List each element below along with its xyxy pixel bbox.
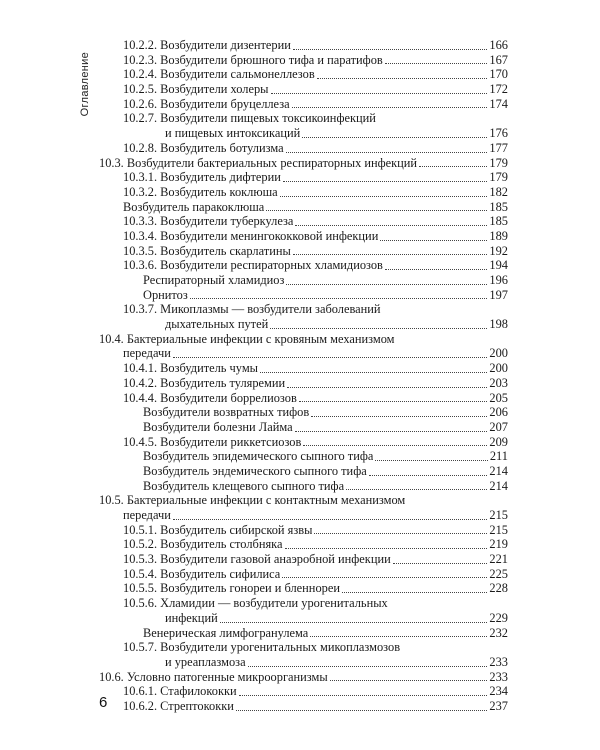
toc-page-number: 229: [489, 610, 508, 625]
toc-entry: [99, 420, 508, 435]
dot-leader: [286, 284, 487, 285]
toc-entry-title: 10.5.3. Возбудители газовой анаэробной инфекции: [123, 552, 391, 567]
toc-entry: [99, 640, 508, 669]
toc-entry: [99, 141, 508, 156]
page-number: 6: [99, 694, 108, 711]
toc-entry: [99, 479, 508, 494]
dot-leader: [280, 196, 488, 197]
toc-page-number: 182: [489, 184, 508, 199]
toc-entry-title: 10.6. Условно патогенные микроорганизмы: [99, 669, 328, 684]
toc-entry: [99, 273, 508, 288]
toc-entry: [99, 156, 508, 171]
toc-entry: [99, 493, 508, 522]
toc-page-number: 197: [489, 287, 508, 302]
dot-leader: [310, 636, 487, 637]
toc-page-number: 234: [489, 684, 508, 699]
toc-entry-title: Возбудитель эндемического сыпного тифа: [143, 463, 367, 478]
toc-page-number: 237: [489, 698, 508, 713]
toc-entry: [99, 376, 508, 391]
toc-entry-title: 10.6.2. Стрептококки: [123, 698, 234, 713]
toc-page-number: 214: [489, 478, 508, 493]
dot-leader: [346, 489, 487, 490]
dot-leader: [283, 181, 488, 182]
toc-entry-title: 10.3.2. Возбудитель коклюша: [123, 184, 278, 199]
toc-entry-title: 10.2.8. Возбудитель ботулизма: [123, 140, 284, 155]
toc-entry-title: дыхательных путей: [165, 317, 269, 332]
toc-page-number: 219: [489, 537, 508, 552]
dot-leader: [266, 210, 487, 211]
toc-page-number: 214: [489, 463, 508, 478]
dot-leader: [248, 666, 488, 667]
toc-entry: [99, 258, 508, 273]
dot-leader: [287, 387, 487, 388]
dot-leader: [293, 254, 488, 255]
toc-entry-title: передачи: [123, 508, 171, 522]
toc-entry-title: 10.5.4. Возбудитель сифилиса: [123, 566, 281, 581]
running-header-vertical: Оглавление: [79, 52, 91, 117]
dot-leader: [311, 416, 487, 417]
toc-page-number: 179: [489, 170, 508, 185]
toc-entry-title: 10.2.5. Возбудители холеры: [123, 82, 269, 97]
toc-page-number: 206: [489, 405, 508, 420]
dot-leader: [286, 152, 488, 153]
dot-leader: [293, 49, 488, 50]
dot-leader: [385, 269, 487, 270]
toc-page-number: 196: [489, 273, 508, 287]
toc-entry: [99, 82, 508, 97]
toc-entry-title: Возбудитель клещевого сыпного тифа: [143, 478, 345, 493]
toc-entry-title: 10.3. Возбудители бактериальных респираторных инфекций: [99, 155, 418, 170]
dot-leader: [314, 533, 487, 534]
toc-entry: [99, 288, 508, 303]
toc-entry: [99, 170, 508, 185]
toc-page-number: 200: [489, 346, 508, 361]
toc-entry-title: Возбудитель паракоклюша: [123, 199, 265, 214]
dot-leader: [302, 137, 487, 138]
toc-entry-title: инфекций: [165, 610, 218, 625]
toc-entry: [99, 699, 508, 714]
toc-entry: [99, 185, 508, 200]
dot-leader: [419, 166, 487, 167]
toc-entry-title: 10.4.4. Возбудители боррелиозов: [123, 390, 297, 405]
toc-page-number: 174: [489, 96, 508, 111]
toc-entry-title: 10.3.6. Возбудители респираторных хламидиозов: [123, 258, 383, 273]
toc-entry: [99, 38, 508, 53]
toc-entry-title: 10.5.5. Возбудитель гонореи и бленнореи: [123, 581, 340, 596]
dot-leader: [369, 475, 488, 476]
toc-entry-title: 10.2.4. Возбудители сальмонеллезов: [123, 67, 315, 82]
dot-leader: [393, 563, 488, 564]
toc-page-number: 233: [489, 669, 508, 684]
toc-entry-title: Респираторный хламидиоз: [143, 273, 285, 287]
toc-entry: [99, 581, 508, 596]
toc-entry-title: и уреаплазмоза: [165, 654, 246, 669]
toc-entry: [99, 596, 508, 625]
toc-entry: [99, 405, 508, 420]
dot-leader: [295, 431, 488, 432]
dot-leader: [236, 710, 488, 711]
toc-entry-title: 10.4. Бактериальные инфекции с кровяным механизмом: [99, 331, 395, 346]
toc-entry-title: 10.2.7. Возбудители пищевых токсикоинфекций: [123, 111, 376, 126]
dot-leader: [292, 107, 488, 108]
toc-entry-title: Возбудители болезни Лайма: [143, 419, 293, 434]
dot-leader: [220, 622, 488, 623]
toc-entry-title: 10.2.6. Возбудители бруцеллеза: [123, 96, 290, 111]
toc-page-number: 232: [489, 625, 508, 640]
toc-entry: [99, 435, 508, 450]
toc-entry: [99, 567, 508, 582]
dot-leader: [299, 401, 488, 402]
toc-entry: [99, 670, 508, 685]
toc-entry-title: 10.5.1. Возбудитель сибирской язвы: [123, 522, 313, 537]
toc-entry: [99, 302, 508, 331]
toc-page-number: 228: [489, 581, 508, 596]
toc-entry: [99, 391, 508, 406]
toc-page-number: 215: [489, 522, 508, 537]
toc-entry-title: 10.3.1. Возбудитель дифтерии: [123, 170, 281, 185]
toc-page-number: 233: [489, 654, 508, 669]
toc-page-number: 215: [489, 508, 508, 522]
dot-leader: [271, 93, 488, 94]
toc-entry-title: 10.2.3. Возбудители брюшного тифа и паратифов: [123, 52, 383, 67]
toc-entry: [99, 67, 508, 82]
toc-entry: [99, 449, 508, 464]
dot-leader: [380, 240, 487, 241]
table-of-contents: [99, 38, 508, 714]
toc-entry-title: 10.4.5. Возбудители риккетсиозов: [123, 434, 302, 449]
toc-entry: [99, 684, 508, 699]
dot-leader: [190, 298, 488, 299]
dot-leader: [260, 372, 487, 373]
dot-leader: [330, 680, 488, 681]
toc-page-number: 185: [489, 214, 508, 229]
toc-entry-title: 10.5.2. Возбудитель столбняка: [123, 537, 283, 552]
toc-page-number: 205: [489, 390, 508, 405]
dot-leader: [295, 225, 487, 226]
toc-page-number: 167: [489, 52, 508, 67]
dot-leader: [173, 357, 488, 358]
toc-page-number: 179: [489, 155, 508, 170]
dot-leader: [342, 592, 487, 593]
toc-entry-title: 10.5.6. Хламидии — возбудители урогенитальных: [123, 596, 388, 611]
toc-entry: [99, 229, 508, 244]
toc-page-number: 166: [489, 38, 508, 52]
toc-page-number: 203: [489, 375, 508, 390]
toc-page-number: 172: [489, 82, 508, 97]
toc-page-number: 211: [489, 449, 508, 464]
dot-leader: [317, 78, 488, 79]
dot-leader: [173, 519, 488, 520]
toc-entry-title: Орнитоз: [143, 287, 188, 302]
toc-page-number: 189: [489, 228, 508, 243]
toc-entry: [99, 244, 508, 259]
toc-entry: [99, 552, 508, 567]
toc-entry: [99, 111, 508, 140]
toc-entry: [99, 537, 508, 552]
toc-entry: [99, 53, 508, 68]
toc-entry-title: 10.6.1. Стафилококки: [123, 684, 237, 699]
toc-entry: [99, 332, 508, 361]
toc-entry-title: 10.3.5. Возбудитель скарлатины: [123, 243, 291, 258]
toc-entry-title: 10.5. Бактериальные инфекции с контактным механизмом: [99, 493, 406, 508]
toc-page-number: 207: [489, 419, 508, 434]
toc-page-number: 170: [489, 67, 508, 82]
toc-entry-title: 10.4.1. Возбудитель чумы: [123, 361, 258, 376]
dot-leader: [375, 460, 488, 461]
toc-entry-title: Венерическая лимфогранулема: [143, 625, 309, 640]
toc-entry: [99, 626, 508, 641]
dot-leader: [385, 63, 488, 64]
dot-leader: [270, 328, 487, 329]
toc-entry: [99, 523, 508, 538]
toc-entry: [99, 214, 508, 229]
toc-entry-title: и пищевых интоксикаций: [165, 126, 301, 141]
toc-page-number: 209: [489, 434, 508, 449]
toc-entry: [99, 97, 508, 112]
toc-entry-title: 10.5.7. Возбудители урогенитальных микоплазмозов: [123, 640, 401, 655]
toc-entry: [99, 464, 508, 479]
toc-page-number: 192: [489, 243, 508, 258]
dot-leader: [303, 445, 487, 446]
toc-entry: [99, 200, 508, 215]
toc-page-number: 194: [489, 258, 508, 273]
toc-page-number: 176: [489, 126, 508, 141]
toc-page-number: 198: [489, 317, 508, 332]
toc-entry-title: 10.2.2. Возбудители дизентерии: [123, 38, 291, 52]
toc-entry-title: Возбудители возвратных тифов: [143, 405, 310, 420]
toc-page-number: 221: [489, 552, 508, 567]
toc-entry-title: 10.3.4. Возбудители менингококковой инфекции: [123, 228, 379, 243]
dot-leader: [285, 548, 488, 549]
toc-page-number: 177: [489, 140, 508, 155]
toc-entry-title: передачи: [123, 346, 171, 361]
toc-page-number: 225: [489, 566, 508, 581]
toc-entry-title: 10.4.2. Возбудитель туляремии: [123, 375, 286, 390]
toc-entry-title: 10.3.3. Возбудители туберкулеза: [123, 214, 294, 229]
toc-page-number: 200: [489, 361, 508, 376]
toc-entry: [99, 361, 508, 376]
toc-page-number: 185: [489, 199, 508, 214]
toc-entry-title: 10.3.7. Микоплазмы — возбудители заболеваний: [123, 302, 381, 317]
dot-leader: [282, 577, 487, 578]
dot-leader: [239, 695, 488, 696]
toc-entry-title: Возбудитель эпидемического сыпного тифа: [143, 449, 374, 464]
